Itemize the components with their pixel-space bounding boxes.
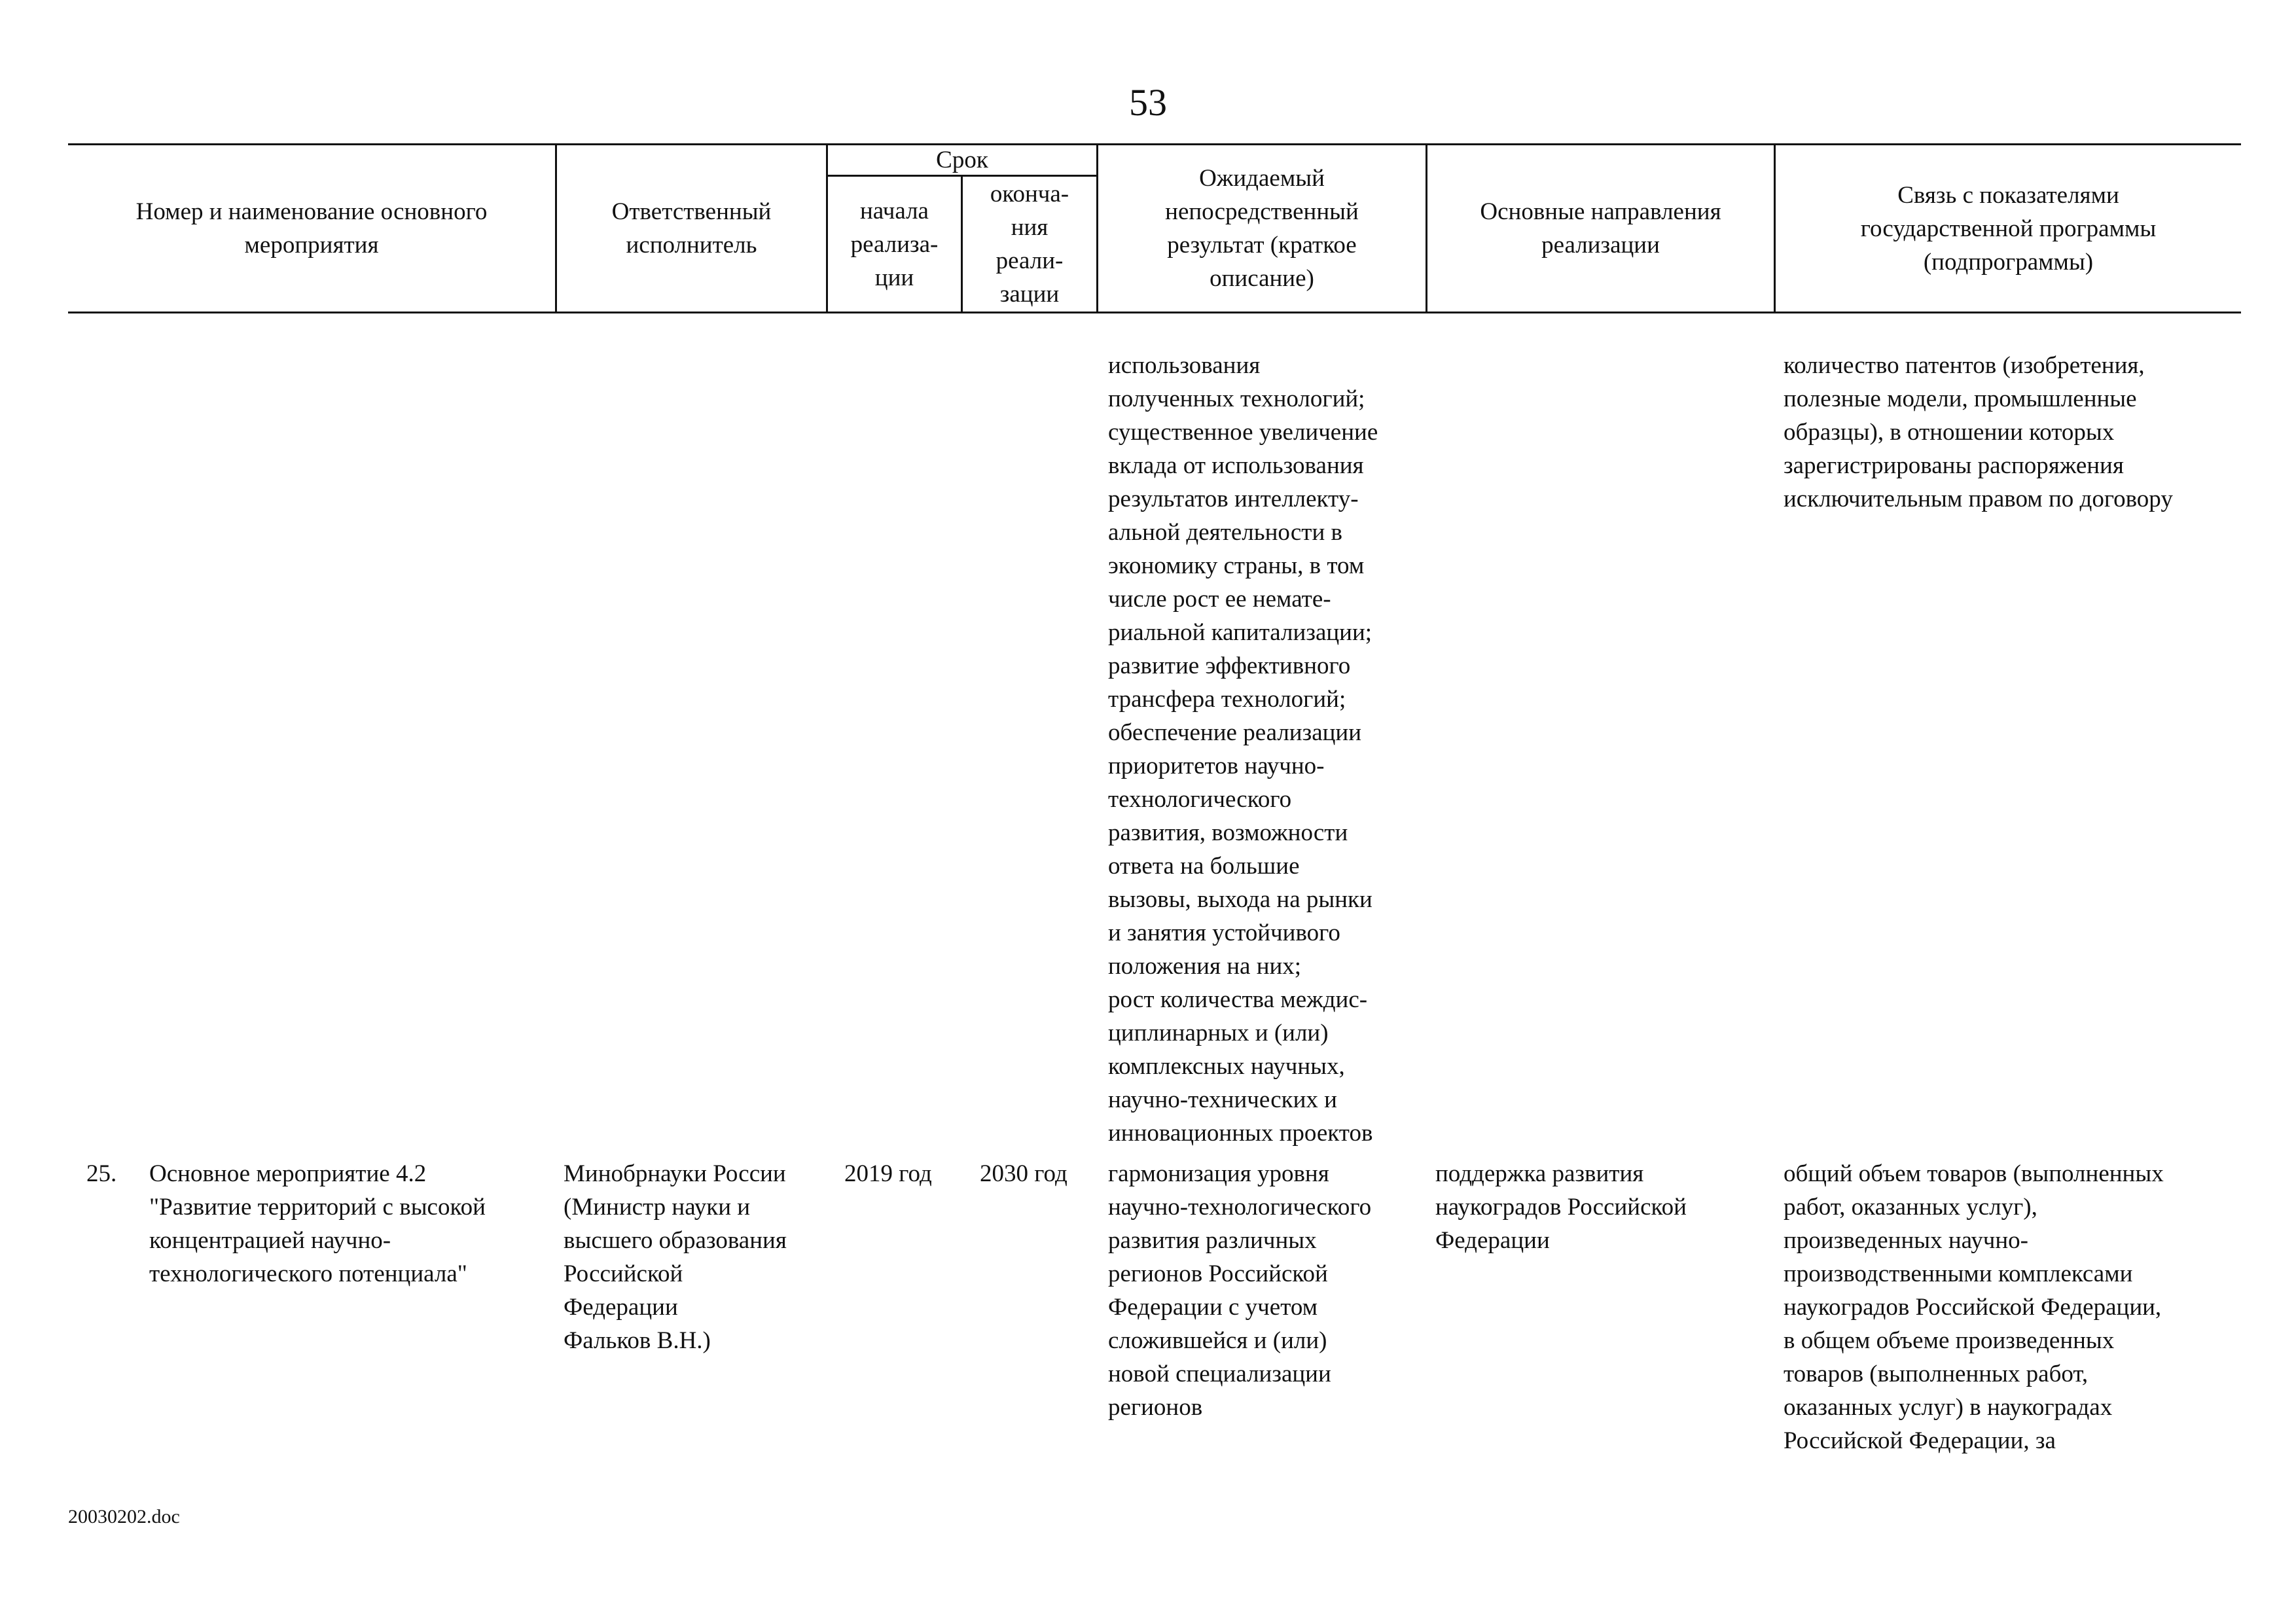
header-term: Срок (936, 147, 988, 173)
row-direction: поддержка развития наукоградов Российской Федерации (1435, 1160, 1687, 1254)
row-number: 25. (86, 1160, 117, 1187)
row-event-name: Основное мероприятие 4.2 "Развитие территорий с высокой концентрацией научно- технологического потенциала" (149, 1160, 486, 1287)
header-executor: Ответственный исполнитель (611, 198, 772, 259)
header-event-name: Номер и наименование основного мероприятия (135, 198, 488, 259)
footer-filename: 20030202.doc (68, 1506, 180, 1527)
row-expected-result: использования полученных технологий; существенное увеличение вклада от использования результатов интеллекту- альной деятельности в экономику страны, в том числе рост ее немате- риальной капитализации; развитие эффективного трансфера технологий; обеспечение реализации приоритетов научно- технологического развития, возможности ответа на большие вызовы, выхода на рынки и занятия устойчивого положения на них; рост количества междис- циплинарных и (или) комплексных научных, научно-технических и инновационных проектов (1108, 352, 1378, 1147)
row-expected-result: гармонизация уровня научно-технологического развития различных регионов Российской Федерации с учетом сложившейся и (или) новой специализации регионов (1108, 1160, 1372, 1421)
header-bottom-rule (68, 312, 2241, 313)
row-indicator: общий объем товаров (выполненных работ, оказанных услуг), произведенных научно- производственными комплексами наукоградов Российской Федерации, в общем объеме произведенных товаров (выполненных работ, оказанных услуг) в наукоградах Российской Федерации, за (1784, 1160, 2164, 1454)
header-term-end: оконча- ния реали- зации (990, 181, 1069, 308)
header-term-start: начала реализа- ции (850, 197, 939, 291)
row-start-year: 2019 год (844, 1160, 932, 1187)
header-indicators: Связь с показателями государственной программы (подпрограммы) (1860, 181, 2157, 276)
row-executor: Минобрнауки России (Министр науки и высшего образования Российской Федерации Фальков В.Н.) (564, 1160, 787, 1354)
page-number: 53 (1129, 81, 1167, 124)
row-indicator: количество патентов (изобретения, полезные модели, промышленные образцы), в отношении которых зарегистрированы распоряжения исключительным правом по договору (1784, 352, 2173, 512)
row-end-year: 2030 год (980, 1160, 1067, 1187)
header-expected-result: Ожидаемый непосредственный результат (краткое описание) (1165, 165, 1359, 292)
header-directions: Основные направления реализации (1480, 198, 1721, 259)
